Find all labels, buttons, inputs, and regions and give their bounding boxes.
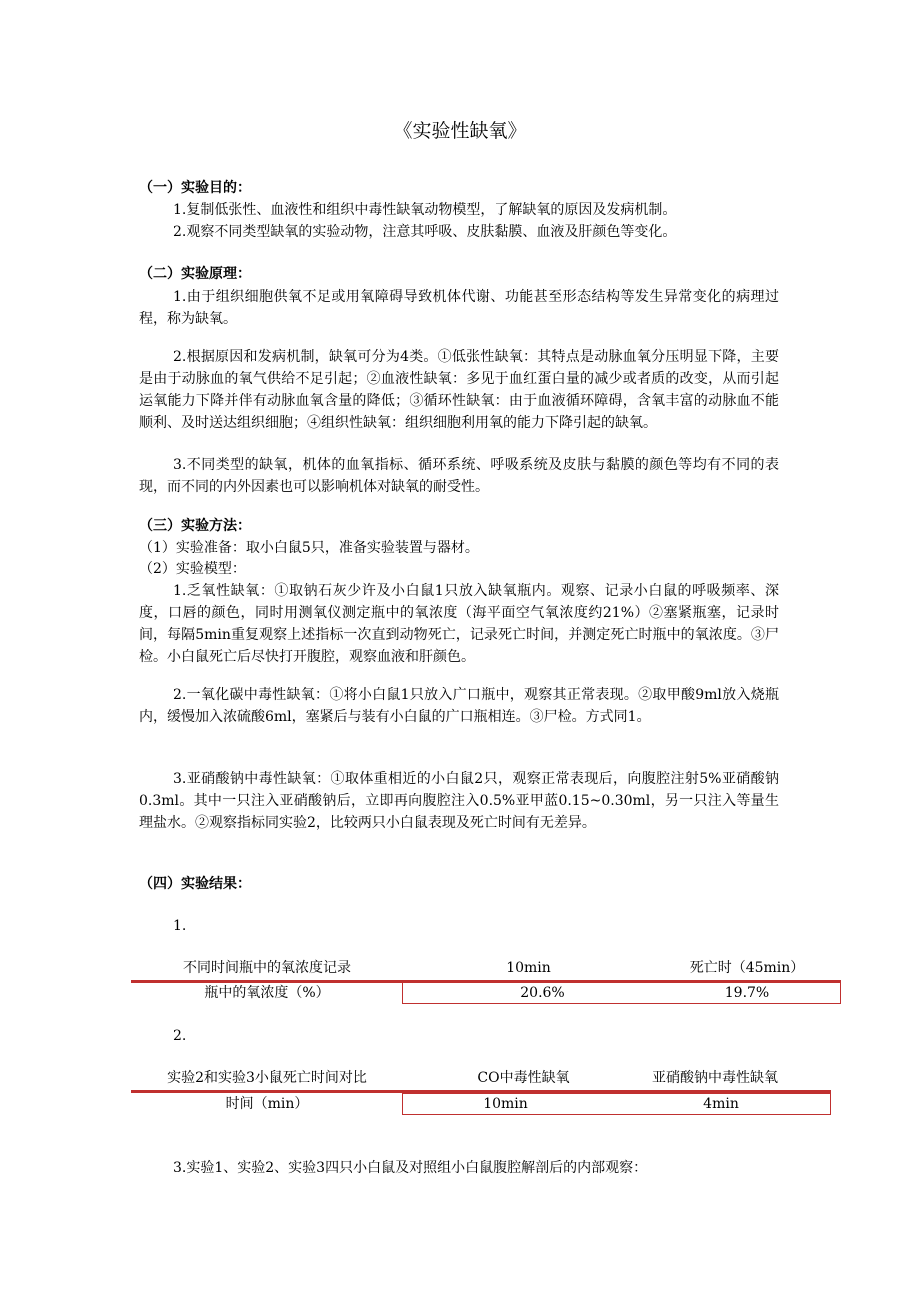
section-3-paragraph-2: 2.一氧化碳中毒性缺氧：①将小白鼠1只放入广口瓶中，观察其正常表现。②取甲酸9ml放入烧瓶内，缓慢加入浓硫酸6ml，塞紧后与装有小白鼠的广口瓶相连。③尸检。方式同1。: [139, 687, 779, 725]
result-1-number: 1.: [173, 918, 187, 934]
table-2-value-co: 10min: [483, 1096, 528, 1112]
table-1-value-death: 19.7%: [724, 985, 770, 1001]
section-1-heading: （一）实验目的：: [139, 180, 251, 196]
section-4-heading: （四）实验结果：: [139, 876, 251, 892]
section-3-paragraph-1: 1.乏氧性缺氧：①取钠石灰少许及小白鼠1只放入缺氧瓶内。观察、记录小白鼠的呼吸频率、深度，口唇的颜色，同时用测氧仪测定瓶中的氧浓度（海平面空气氧浓度约21%）②塞紧瓶塞，记录时间，每隔5min重复观察上述指标一次直到动物死亡，记录死亡时间，并测定死亡时瓶中的氧浓度。③尸检。小白鼠死亡后尽快打开腹腔，观察血液和肝颜色。: [139, 583, 779, 665]
table-2-value-nitrite: 4min: [703, 1096, 739, 1112]
result-2-number: 2.: [173, 1028, 187, 1044]
section-3-heading: （三）实验方法：: [139, 518, 251, 534]
section-3-paragraph-3: 3.亚硝酸钠中毒性缺氧：①取体重相近的小白鼠2只，观察正常表现后，向腹腔注射5%亚硝酸钠0.3ml。其中一只注入亚硝酸钠后，立即再向腹腔注入0.5%亚甲蓝0.15~0.30ml，另一只注入等量生理盐水。②观察指标同实验2，比较两只小白鼠表现及死亡时间有无差异。: [139, 771, 779, 831]
section-2-paragraph-3: 3.不同类型的缺氧，机体的血氧指标、循环系统、呼吸系统及皮肤与黏膜的颜色等均有不同的表现，而不同的内外因素也可以影响机体对缺氧的耐受性。: [139, 457, 779, 495]
section-2-paragraph-2: 2.根据原因和发病机制，缺氧可分为4类。①低张性缺氧：其特点是动脉血氧分压明显下降，主要是由于动脉血的氧气供给不足引起；②血液性缺氧：多见于血红蛋白量的减少或者质的改变，从而引起运氧能力下降并伴有动脉血氧含量的降低；③循环性缺氧：由于血液循环障碍，含氧丰富的动脉血不能顺利、及时送达组织细胞；④组织性缺氧：组织细胞利用氧的能力下降引起的缺氧。: [139, 349, 779, 431]
result-3-text: 3.实验1、实验2、实验3四只小白鼠及对照组小白鼠腹腔解剖后的内部观察：: [173, 1160, 648, 1176]
table-1-header-10min: 10min: [506, 960, 551, 976]
section-2-paragraph-1: 1.由于组织细胞供氧不足或用氧障碍导致机体代谢、功能甚至形态结构等发生异常变化的病理过程，称为缺氧。: [139, 289, 779, 327]
table-2-header-nitrite: 亚硝酸钠中毒性缺氧: [652, 1070, 778, 1086]
table-1-row-label: 瓶中的氧浓度（%）: [204, 985, 330, 1001]
section-1-item-2: 2.观察不同类型缺氧的实验动物，注意其呼吸、皮肤黏膜、血液及肝颜色等变化。: [173, 224, 677, 240]
table-1-value-10min: 20.6%: [520, 985, 565, 1001]
page-title: 《实验性缺氧》: [393, 120, 527, 142]
section-1-item-1: 1.复制低张性、血液性和组织中毒性缺氧动物模型，了解缺氧的原因及发病机制。: [173, 202, 677, 218]
table-2-row-label: 时间（min）: [225, 1096, 309, 1112]
table-2-header-label: 实验2和实验3小鼠死亡时间对比: [167, 1070, 367, 1086]
table-1-header-death: 死亡时（45min）: [689, 960, 805, 976]
section-3-model: （2）实验模型：: [139, 561, 246, 577]
table-2-header-co: CO中毒性缺氧: [477, 1070, 570, 1086]
table-1-header-label: 不同时间瓶中的氧浓度记录: [183, 960, 351, 976]
section-2-heading: （二）实验原理：: [139, 266, 251, 282]
section-3-preparation: （1）实验准备：取小白鼠5只，准备实验装置与器材。: [139, 540, 479, 556]
